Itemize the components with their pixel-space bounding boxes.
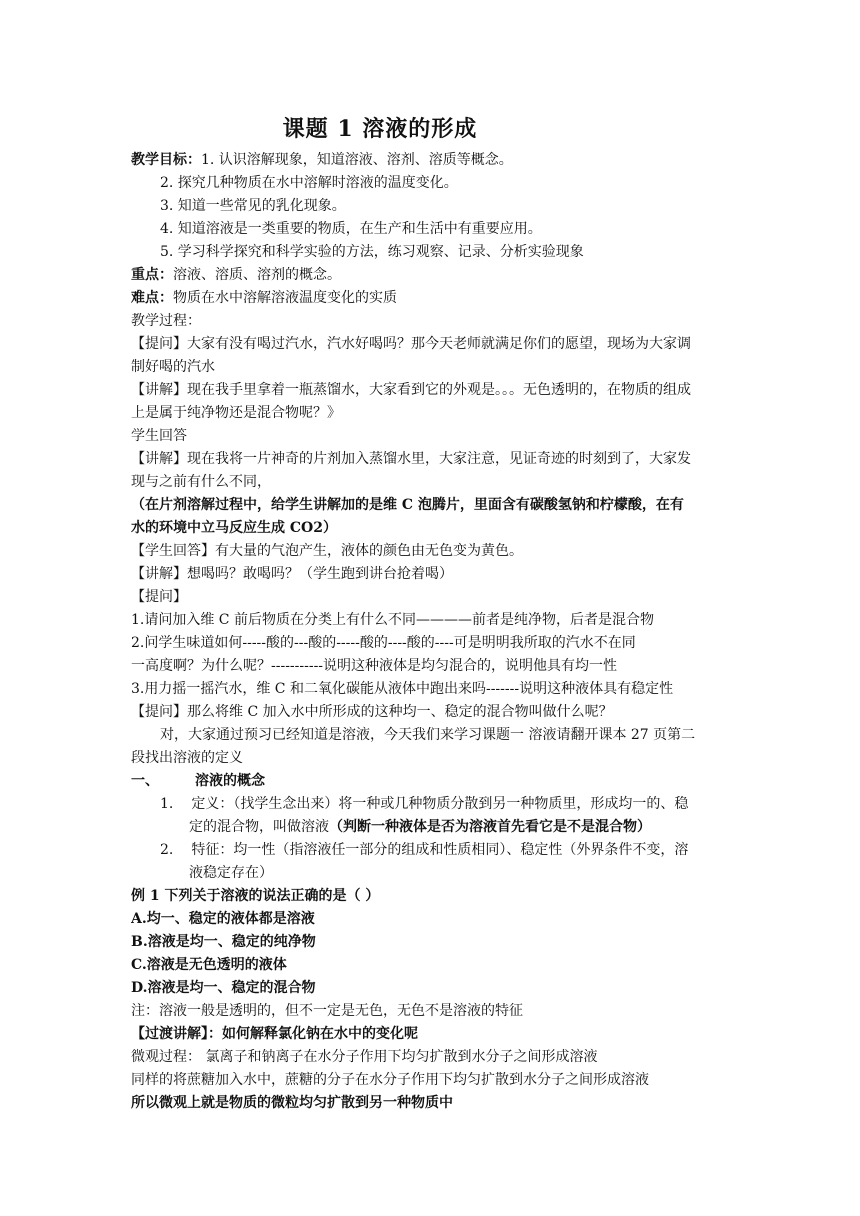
page-title: 课题 1 溶液的形成	[282, 116, 478, 142]
text-line: 3.用力摇一摇汽水，维 C 和二氧化碳能从液体中跑出来吗-------说明这种液体具有稳定性	[131, 681, 674, 697]
difficulty-label: 难点：	[131, 290, 173, 306]
example-option: D.溶液是均一、稳定的混合物	[131, 980, 316, 996]
text-line: 【提问】那么将维 C 加入水中所形成的这种均一、稳定的混合物叫做什么呢？	[131, 704, 613, 720]
text-line: 【学生回答】有大量的气泡产生，液体的颜色由无色变为黄色。	[131, 543, 523, 559]
feature-line	[160, 841, 760, 859]
text-line: 学生回答	[131, 428, 187, 444]
process-label: 教学过程：	[131, 313, 201, 329]
feature-line: 液稳定存在）	[189, 865, 273, 881]
feature-text: 特征：均一性（指溶液任一部分的组成和性质相同）、稳定性（外界条件不变，溶	[191, 842, 689, 858]
definition-number: 1.	[160, 796, 174, 812]
difficulty	[131, 289, 731, 307]
text-line: 【提问】大家有没有喝过汽水，汽水好喝吗？那今天老师就满足你们的愿望，现场为大家调	[131, 336, 691, 352]
objective-item: 2. 探究几种物质在水中溶解时溶液的温度变化。	[160, 175, 458, 191]
conclusion-line: 所以微观上就是物质的微粒均匀扩散到另一种物质中	[131, 1095, 453, 1111]
text-line: 一高度啊？为什么呢？-----------说明这种液体是均匀混合的，说明他具有均一性	[131, 658, 618, 674]
micro-process-line: 微观过程： 氯离子和钠离子在水分子作用下均匀扩散到水分子之间形成溶液	[131, 1049, 598, 1065]
example-option: A.均一、稳定的液体都是溶液	[131, 911, 315, 927]
definition-bold-note: （判断一种液体是否为溶液首先看它是不是混合物）	[329, 819, 651, 835]
definition-line	[160, 795, 760, 813]
section-heading	[131, 772, 731, 790]
example-option: B.溶液是均一、稳定的纯净物	[131, 934, 316, 950]
text-line: 制好喝的汽水	[131, 359, 215, 375]
example-stem: 例 1 下列关于溶液的说法正确的是（ ）	[131, 888, 380, 904]
section-number: 一、	[131, 773, 159, 789]
text-line: 【讲解】现在我手里拿着一瓶蒸馏水，大家看到它的外观是。。。无色透明的，在物质的组成	[131, 382, 691, 398]
text-line: 2.问学生味道如何-----酸的---酸的-----酸的----酸的----可是明明我所取的汽水不在同	[131, 635, 636, 651]
example-option: C.溶液是无色透明的液体	[131, 957, 287, 973]
text-line: 段找出溶液的定义	[131, 750, 243, 766]
transition-line: 【过渡讲解】：如何解释氯化钠在水中的变化呢	[131, 1026, 418, 1042]
key-point-label: 重点：	[131, 267, 173, 283]
text-line: 【讲解】想喝吗？敢喝吗？（学生跑到讲台抢着喝）	[131, 566, 453, 582]
bold-note-line: 水的环境中立马反应生成 CO2）	[131, 520, 337, 536]
text-line: 【讲解】现在我将一片神奇的片剂加入蒸馏水里，大家注意，见证奇迹的时刻到了，大家发	[131, 451, 691, 467]
text-line: 现与之前有什么不同，	[131, 474, 271, 490]
bold-note-line: （在片剂溶解过程中，给学生讲解加的是维 C 泡腾片，里面含有碳酸氢钠和柠檬酸，在有	[131, 497, 684, 513]
key-point	[131, 266, 731, 284]
section-title: 溶液的概念	[195, 773, 265, 789]
micro-process-line: 同样的将蔗糖加入水中，蔗糖的分子在水分子作用下均匀扩散到水分子之间形成溶液	[131, 1072, 649, 1088]
definition-line	[189, 818, 789, 836]
objective-item: 5. 学习科学探究和科学实验的方法，练习观察、记录、分析实验现象	[160, 244, 584, 260]
feature-number: 2.	[160, 842, 174, 858]
text-line: 【提问】	[131, 589, 187, 605]
text-line: 对，大家通过预习已经知道是溶液，今天我们来学习课题一 溶液请翻开课本 27 页第二	[160, 727, 696, 743]
objective-item: 3. 知道一些常见的乳化现象。	[160, 198, 346, 214]
definition-text: 定义：（找学生念出来）将一种或几种物质分散到另一种物质里，形成均一的、稳	[191, 796, 689, 812]
objectives-line-1	[131, 151, 731, 169]
difficulty-text: 物质在水中溶解溶液温度变化的实质	[173, 290, 397, 306]
note-line: 注：溶液一般是透明的，但不一定是无色，无色不是溶液的特征	[131, 1003, 523, 1019]
text-line: 上是属于纯净物还是混合物呢？》	[131, 405, 341, 421]
objectives-label: 教学目标：	[131, 152, 201, 168]
text-line: 1.请问加入维 C 前后物质在分类上有什么不同————前者是纯净物，后者是混合物	[131, 612, 654, 628]
definition-text: 定的混合物，叫做溶液	[189, 819, 329, 835]
objective-item: 4. 知道溶液是一类重要的物质，在生产和生活中有重要应用。	[160, 221, 542, 237]
key-point-text: 溶液、溶质、溶剂的概念。	[173, 267, 341, 283]
objective-item: 1. 认识溶解现象，知道溶液、溶剂、溶质等概念。	[201, 152, 513, 168]
